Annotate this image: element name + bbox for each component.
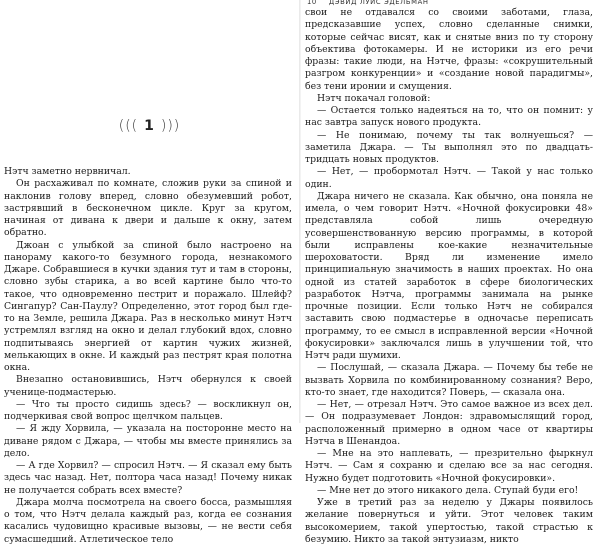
paragraph: Уже в третий раз за неделю у Джары появилось желание повернуться и уйти. Этот человек таким высокомерием, такой упертостью, такой страстью к безумию. Никто за такой энтузиазм, никто [305,497,593,545]
running-head-author: ДЭВИД ЛУИС ЭДЕЛЬМАН [328,0,429,6]
paragraph: Джоан с улыбкой за спиной было настроено на панораму какого-то безумного города, незнакомого Джаре. Собравшиеся в кучки здания тут и там в стороны, словно зубы старика, а во всей картине было что-то такое, что одновременно пестрит и поражало. Шлейф? Сингапур? Сан-Паулу? Определенно, этот город был где-то на Земле, решила Джара. Раз в несколько минут Нэтч устремлял взгляд на окно и делал глубокий вдох, словно подпитываясь энергией от картин чужих жизней, мелькающих в окне. И каждый раз пестрят края полотна окна. [4,239,292,373]
paragraph: Он расхаживал по комнате, сложив руки за спиной и наклонив голову вперед, словно обезумевший робот, застрявший в бесконечном цикле. Круг за кругом, начиная от дивана к двери и дальше к окну, затем обратно. [4,178,292,239]
paragraph: — Послушай, — сказала Джара. — Почему бы тебе не вызвать Хорвила по комбинированному сознания? Веро, кто-то знает, где находится? Поверь, — сказала она. [305,362,593,398]
paragraph: — Нет, — пробормотал Нэтч. — Такой у нас только один. [305,166,593,190]
right-page [301,0,600,545]
paragraph: — Что ты просто сидишь здесь? — воскликнул он, подчеркивая свой вопрос щелчком пальцев. [4,398,292,422]
paragraph: Внезапно остановившись, Нэтч обернулся к своей ученице-подмастерью. [4,374,292,398]
paragraph: — Я жду Хорвила, — указала на посторонне место на диване рядом с Джара, — чтобы мы вместе принялись за дело. [4,423,292,459]
paragraph: Нэтч покачал головой: [317,92,431,104]
paragraph: Нэтч заметно нервничал. [4,166,131,177]
running-head [307,0,429,6]
chapter-paren-open: ((( [118,118,139,134]
paragraph: Джара ничего не сказала. Как обычно, она поняла не имела, о чем говорит Нэтч. «Ночной фокусировки 48» представляла собой лишь очередную усовершенствованную версию программы, в которой были исправлены кое-какие незначительные шероховатости. Вряд ли изменение имело принципиальную значимость в наших проектах. Но она одной из статей заработок в сфере биологических разработок Нэтча, программы занимала на рынке прочные позиции. Если только Нэтч не собирался заставить свою подмастерье в одночасье переписать программу, то ее смысл в исправленной версии «Ночной фокусировки» заключался лишь в улучшении той, что Нэтч ради шумихи. [305,190,593,361]
chapter-paren-close: ))) [160,118,181,134]
paragraph: — А где Хорвил? — спросил Нэтч. — Я сказал ему быть здесь час назад. Нет, полтора часа назад! Почему никак не получается собрать всех вместе? [4,460,292,496]
paragraph: свои не отдавался со своими заботами, глаза, предсказавшие успех, словно сделанные снимки, которые сейчас висят, как и снятые вниз по ту сторону объектива фотокамеры. И не историки из его речи фразы: такие люди, на Нэтче, фразы: «сокрушительный разгром конкуренции» и «создание новой парадигмы», без тени иронии и смущения. [305,7,593,92]
chapter-heading [0,118,299,134]
chapter-number: 1 [144,118,155,134]
left-page [0,0,299,545]
paragraph: — Не понимаю, почему ты так волнуешься? — заметила Джара. — Ты выполнял это по двадцать-тридцать новых продуктов. [305,129,593,165]
page-number: 10 [307,0,317,6]
left-body-text [4,166,292,546]
paragraph: — Мне нет до этого никакого дела. Ступай буди его! [317,484,579,496]
paragraph: — Остается только надеяться на то, что он помнит: у нас завтра запуск нового продукта. [305,105,593,129]
right-body-text [305,7,593,546]
paragraph: — Мне на это наплевать, — презрительно фыркнул Нэтч. — Сам я сохраню и сделаю все за нас сегодня. Нужно будет подготовить «Ночной фокусировки». [305,448,593,484]
paragraph: Джара молча посмотрела на своего босса, размышляя о том, что Нэтч делала каждый раз, когда ее сознания касались чудовищно красивые вызовы, — не вести себя сумасшедший. Атлетическое тело [4,496,292,545]
paragraph: — Нет, — отрезал Нэтч. Это самое важное из всех дел. — Он подразумевает Лондон: здравомыслящий город, расположенный примерно в одном часе от квартиры Нэтча в Шенандоа. [305,399,593,447]
